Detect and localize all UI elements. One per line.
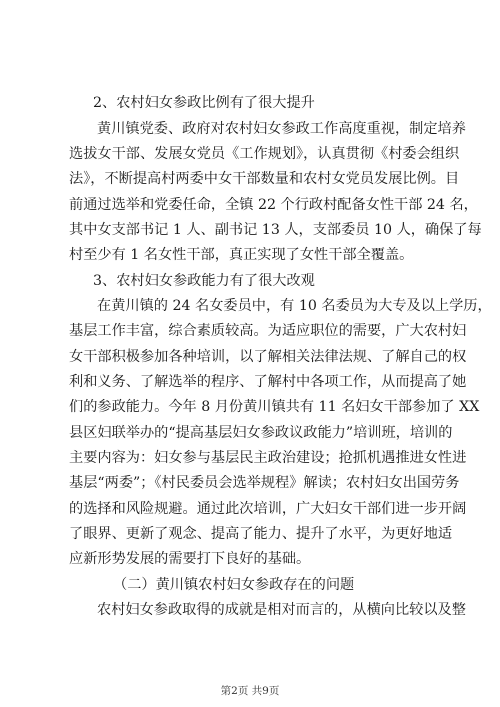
paragraph-line: 女干部积极参加各种培训，以了解相关法律法规、了解自己的权 — [69, 349, 467, 365]
paragraph-line: 前通过选举和党委任命，全镇 22 个行政村配备女性干部 24 名， — [69, 197, 478, 213]
paragraph-line: 村至少有 1 名女性干部，真正实现了女性干部全覆盖。 — [69, 247, 414, 263]
paragraph-line: 黄川镇党委、政府对农村妇女参政工作高度重视，制定培养 — [97, 121, 466, 137]
paragraph-line: 利和义务、了解选举的程序、了解村中各项工作，从而提高了她 — [69, 374, 467, 390]
paragraph-line: 的选择和风险规避。通过此次培训，广大妇女干部们进一步开阔 — [69, 501, 467, 517]
section-heading-2: 2、农村妇女参政比例有了很大提升 — [93, 95, 315, 111]
paragraph-line: 县区妇联举办的“提高基层妇女参政议政能力”培训班，培训的 — [69, 425, 453, 441]
paragraph-line: 主要内容为：妇女参与基层民主政治建设；抢抓机遇推进女性进 — [69, 450, 467, 466]
paragraph-line: 们的参政能力。今年 8 月份黄川镇共有 11 名妇女干部参加了 XX — [69, 399, 480, 415]
paragraph-line: 法》，不断提高村两委中女干部数量和农村女党员发展比例。目 — [69, 171, 460, 187]
paragraph-line: 了眼界、更新了观念、提高了能力、提升了水平，为更好地适 — [69, 526, 453, 542]
paragraph-line: 农村妇女参政取得的成就是相对而言的，从横向比较以及整 — [97, 602, 466, 618]
page-footer: 第2页 共9页 — [220, 685, 280, 697]
section-heading-3: 3、农村妇女参政能力有了很大改观 — [93, 273, 315, 289]
paragraph-line: 应新形势发展的需要打下良好的基础。 — [69, 551, 311, 567]
paragraph-line: 在黄川镇的 24 名女委员中，有 10 名委员为大专及以上学历， — [97, 298, 492, 314]
section-heading-problems: （二）黄川镇农村妇女参政存在的问题 — [113, 577, 355, 593]
paragraph-line: 选拔女干部、发展女党员《工作规划》，认真贯彻《村委会组织 — [69, 146, 460, 162]
paragraph-line: 基层工作丰富，综合素质较高。为适应职位的需要，广大农村妇 — [69, 323, 467, 339]
paragraph-line: 其中女支部书记 1 人、副书记 13 人，支部委员 10 人，确保了每 — [69, 222, 482, 238]
paragraph-line: 基层“两委”；《村民委员会选举规程》解读；农村妇女出国劳务 — [69, 475, 460, 491]
